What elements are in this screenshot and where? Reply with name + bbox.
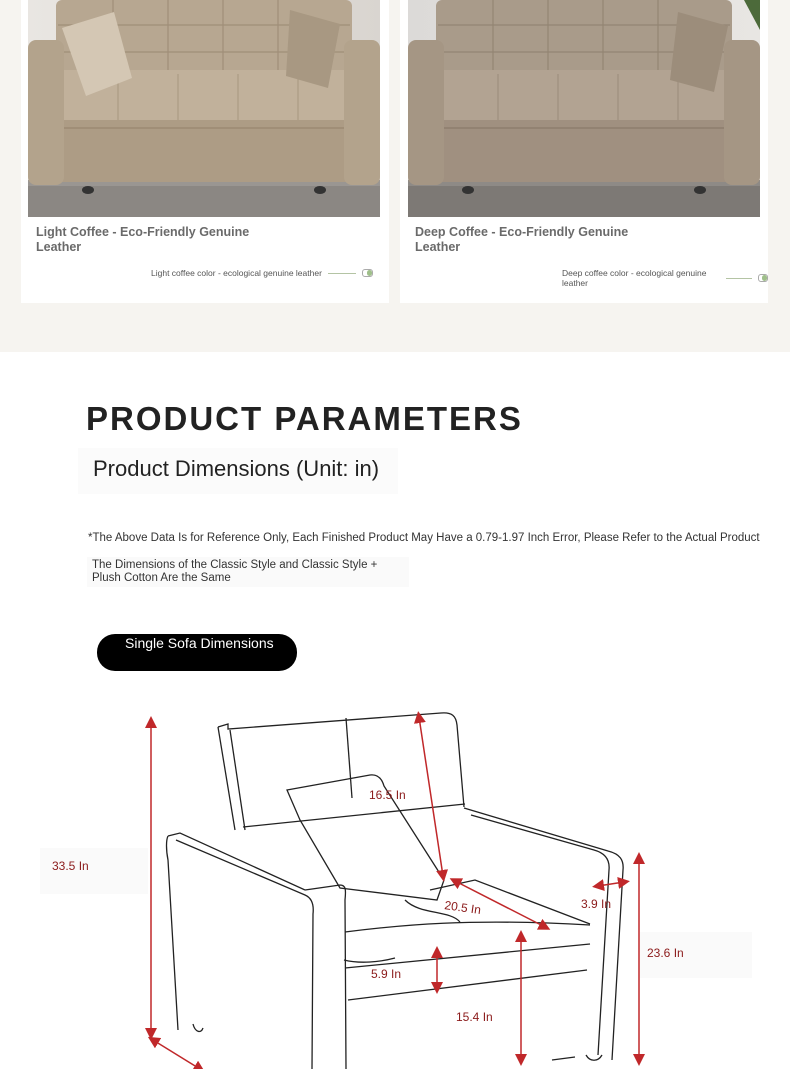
color-option-caption: [151, 268, 373, 278]
color-option-card-deep[interactable]: [400, 0, 768, 303]
style-note: The Dimensions of the Classic Style and Classic Style + Plush Cotton Are the Same: [87, 557, 409, 587]
single-sofa-tab[interactable]: Single Sofa Dimensions: [97, 634, 297, 671]
color-option-label: Light Coffee - Eco-Friendly Genuine Leather: [36, 225, 250, 254]
dimensions-heading: Product Dimensions (Unit: in): [78, 448, 398, 494]
sofa-dimension-diagram: [0, 700, 790, 1069]
disclaimer-text: *The Above Data Is for Reference Only, Each Finished Product May Have a 0.79-1.97 Inch Error, Please Refer to the Actual Product: [88, 532, 760, 544]
dim-back-height-label: 16.5 In: [369, 788, 406, 802]
sofa-photo-deep: [408, 0, 760, 217]
dim-arm-width-label: 3.9 In: [581, 897, 612, 911]
dim-seat-depth-label: 20.5 In: [443, 898, 482, 918]
dim-cushion-label: 5.9 In: [371, 967, 402, 981]
caption-divider: [726, 278, 752, 279]
color-caption-text: Deep coffee color - ecological genuine leather: [562, 268, 707, 288]
toggle-icon: [758, 274, 768, 282]
dim-seat-height-label: 15.4 In: [456, 1010, 493, 1024]
dim-height-label: 33.5 In: [52, 859, 89, 873]
color-option-label: Deep Coffee - Eco-Friendly Genuine Leather: [415, 225, 629, 254]
section-title: PRODUCT PARAMETERS: [86, 400, 523, 437]
color-caption-text: Light coffee color - ecological genuine leather: [151, 268, 322, 278]
dim-arm-height-label: 23.6 In: [647, 946, 684, 960]
sofa-photo-light: [28, 0, 380, 217]
toggle-icon: [362, 269, 373, 277]
dimension-lines: [151, 717, 639, 1069]
dimension-labels: [40, 788, 752, 1024]
color-option-caption: [562, 268, 768, 288]
color-options-band: [0, 0, 790, 352]
caption-divider: [328, 273, 356, 274]
color-option-card-light[interactable]: [21, 0, 389, 303]
sofa-outline: [167, 713, 624, 1069]
